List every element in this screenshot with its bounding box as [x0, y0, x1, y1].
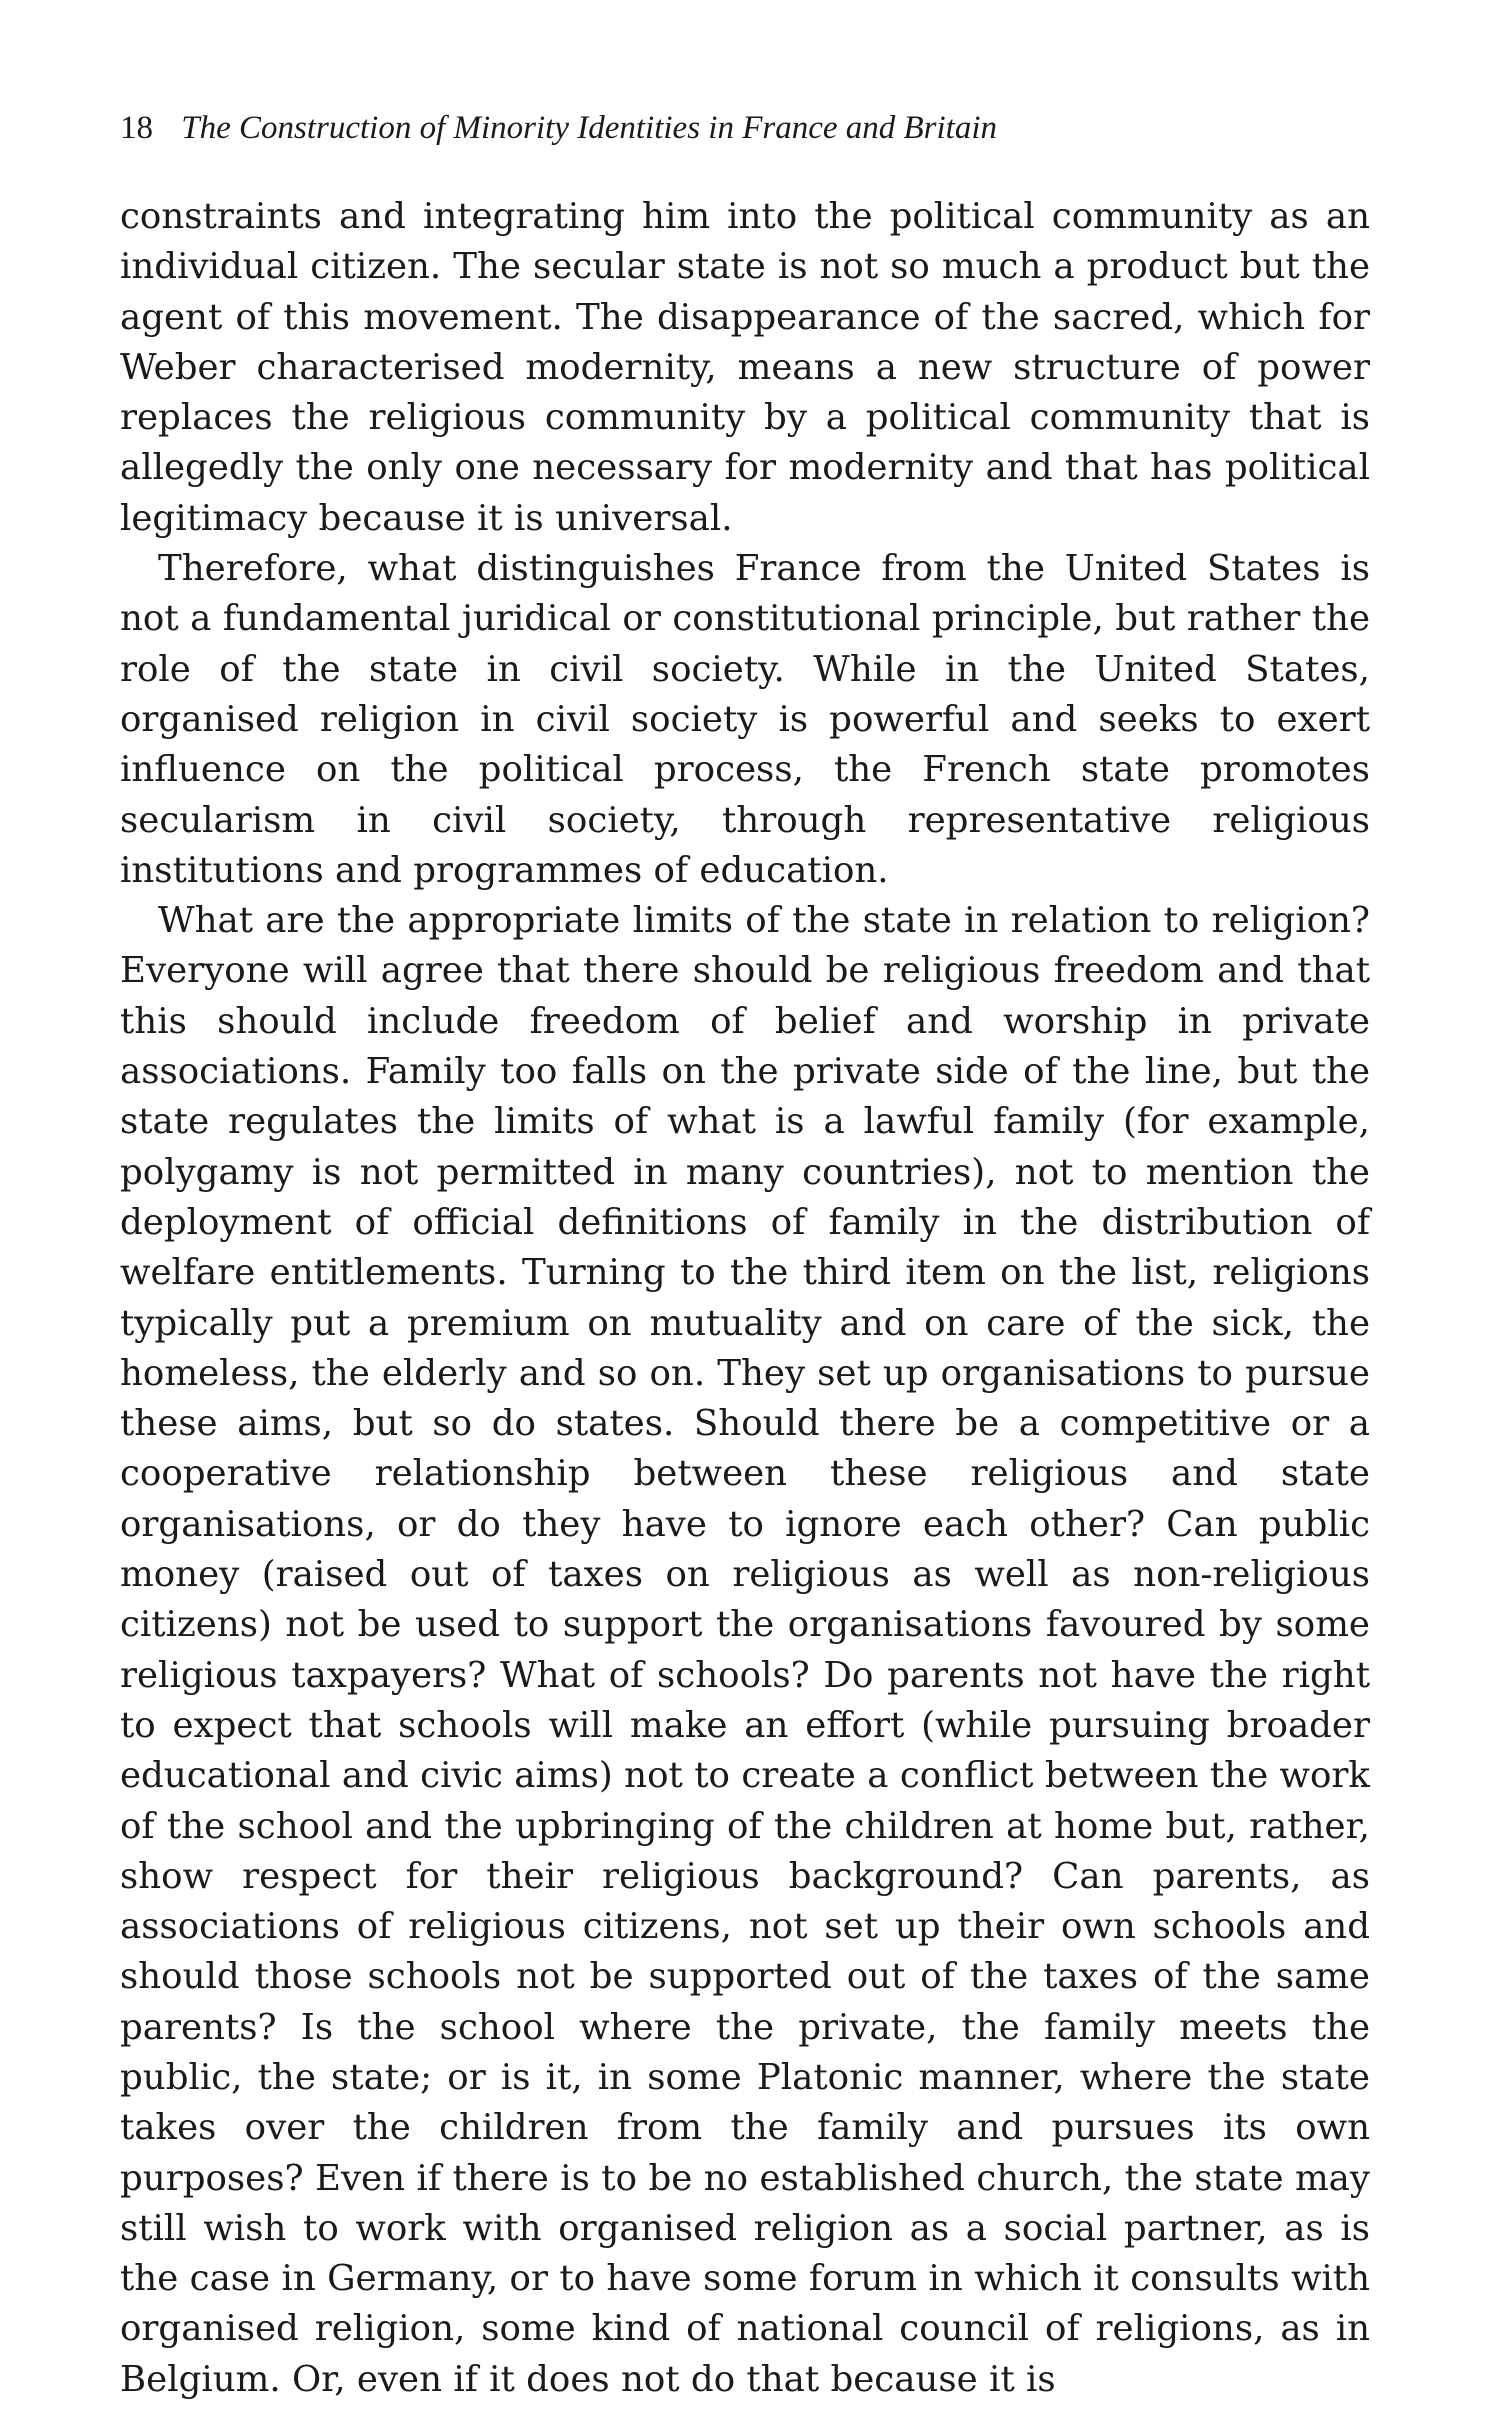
paragraph-france-vs-us: Therefore, what distinguishes France from the United States is not a fundamental juridical or constitutional principle, but rather the role of the state in civil society. While in the United States, organised religion in civil society is powerful and seeks to exert influence on the political process, the French state promotes secularism in civil society, through representative religious institutions and programmes of education.: [120, 548, 1370, 891]
body-text: [120, 192, 1370, 2405]
book-title: The Construction of Minority Identities in France and Britain: [181, 110, 998, 146]
book-page: [120, 108, 1370, 2405]
paragraph-state-limits: What are the appropriate limits of the state in relation to religion? Everyone will agree that there should be religious freedom and that this should include freedom of belief and worship in private associations. Family too falls on the private side of the line, but the state regulates the limits of what is a lawful family (for example, polygamy is not permitted in many countries), not to mention the deployment of official definitions of family in the distribution of welfare entitlements. Turning to the third item on the list, religions typically put a premium on mutuality and on care of the sick, the homeless, the elderly and so on. They set up organisations to pursue these aims, but so do states. Should there be a competitive or a cooperative relationship between these religious and state organisations, or do they have to ignore each other? Can public money (raised out of taxes on religious as well as non-religious citizens) not be used to support the organisations favoured by some religious taxpayers? What of schools? Do parents not have the right to expect that schools will make an effort (while pursuing broader educational and civic aims) not to create a conflict between the work of the school and the upbringing of the children at home but, rather, show respect for their religious background? Can parents, as associations of religious citizens, not set up their own schools and should those schools not be supported out of the taxes of the same parents? Is the school where the private, the family meets the public, the state; or is it, in some Platonic manner, where the state takes over the children from the family and pursues its own purposes? Even if there is to be no established church, the state may still wish to work with organised religion as a social partner, as is the case in Germany, or to have some forum in which it consults with organised religion, some kind of national council of religions, as in Belgium. Or, even if it does not do that because it is: [120, 900, 1370, 2400]
page-number: 18: [120, 110, 153, 146]
paragraph-continued: constraints and integrating him into the political community as an individual citizen. The secular state is not so much a product but the agent of this movement. The disappearance of the sacred, which for Weber characterised modernity, means a new structure of power replaces the religious community by a political community that is allegedly the only one necessary for modernity and that has political legitimacy because it is universal.: [120, 196, 1370, 539]
running-head: [120, 108, 1370, 148]
